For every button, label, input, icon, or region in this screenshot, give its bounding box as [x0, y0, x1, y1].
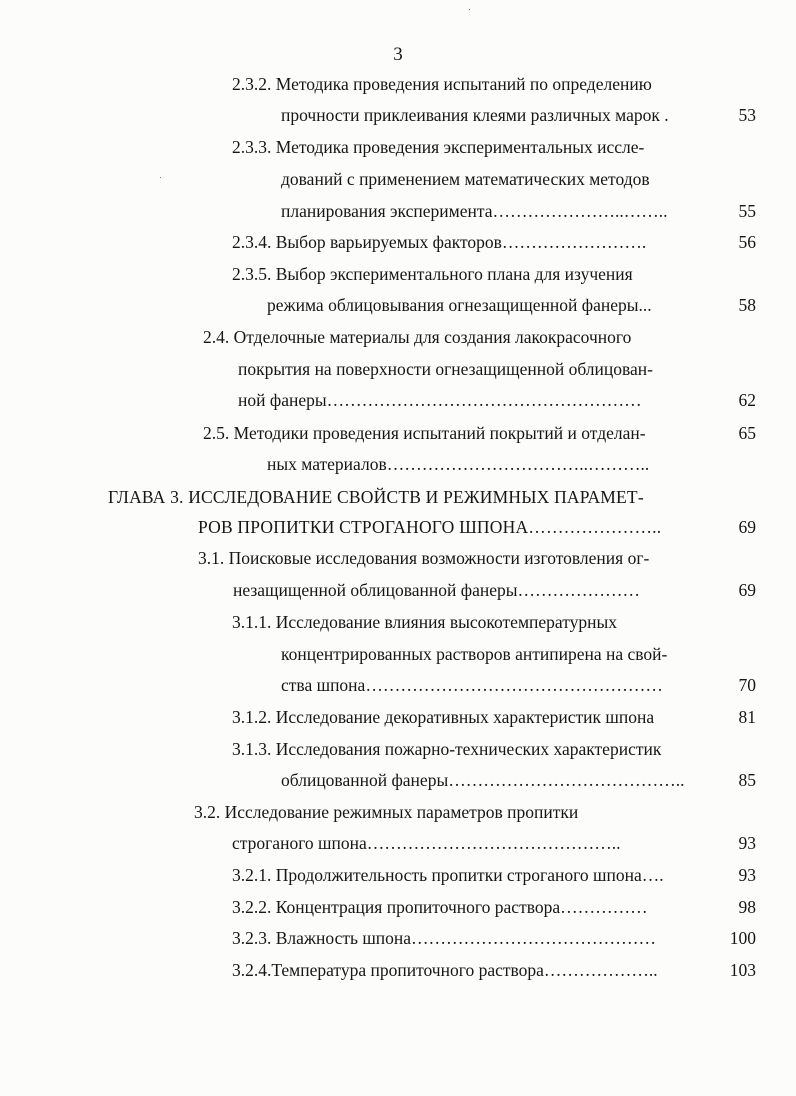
toc-page: 53 [738, 105, 756, 125]
page-number: 3 [393, 44, 403, 65]
toc-line: дований с применением математических методов [281, 169, 650, 189]
scan-speck [469, 9, 470, 10]
toc-page: 55 [738, 201, 756, 221]
toc-line: ства шпона…………………………………………… [281, 675, 663, 695]
toc-page: 65 [738, 423, 756, 443]
toc-line: 3.2.1. Продолжительность пропитки строганого шпона…. [232, 865, 664, 885]
toc-line: незащищенной облицованной фанеры………………… [233, 580, 641, 600]
toc-line: облицованной фанеры………………………………….. [281, 770, 685, 790]
toc-page: 70 [738, 675, 756, 695]
toc-line: 3.2.2. Концентрация пропиточного раствора…………… [232, 897, 648, 917]
toc-page: 69 [738, 580, 756, 600]
toc-line: 2.3.3. Методика проведения экспериментальных иссле- [232, 137, 645, 157]
toc-page: 100 [729, 928, 756, 948]
toc-page: 93 [738, 865, 756, 885]
toc-line: 3.2.3. Влажность шпона…………………………………… [232, 928, 657, 948]
toc-page: 85 [738, 770, 756, 790]
scan-speck [160, 177, 161, 178]
toc-line: 3.1.2. Исследование декоративных характеристик шпона [232, 707, 655, 727]
toc-line: 3.1. Поисковые исследования возможности изготовления ог- [198, 548, 650, 568]
toc-page: 56 [738, 232, 756, 252]
toc-page: 58 [738, 295, 756, 315]
chapter-heading: ГЛАВА 3. ИССЛЕДОВАНИЕ СВОЙСТВ И РЕЖИМНЫХ ПАРАМЕТ- [108, 487, 644, 507]
toc-page: 81 [738, 707, 756, 727]
toc-line: 2.3.4. Выбор варьируемых факторов……………………. [232, 232, 647, 252]
toc-line: 2.3.5. Выбор экспериментального плана для изучения [232, 264, 633, 284]
toc-page: 93 [738, 833, 756, 853]
toc-line: строганого шпона…………………………………….. [232, 833, 621, 853]
toc-line: 3.2. Исследование режимных параметров пропитки [194, 802, 579, 822]
toc-line: 2.4. Отделочные материалы для создания лакокрасочного [203, 327, 632, 347]
toc-line: режима облицовывания огнезащищенной фанеры... [267, 295, 652, 315]
toc-page: 69 [738, 517, 756, 537]
toc-line: 3.1.1. Исследование влияния высокотемпературных [232, 612, 617, 632]
toc-line: 3.1.3. Исследования пожарно-технических характеристик [232, 739, 662, 759]
toc-line: концентрированных растворов антипирена на свой- [281, 644, 668, 664]
toc-line: ных материалов……………………………..……….. [267, 454, 650, 474]
toc-page: 98 [738, 897, 756, 917]
toc-line: 3.2.4.Температура пропиточного раствора……………….. [232, 960, 658, 980]
toc-line: покрытия на поверхности огнезащищенной облицован- [238, 359, 654, 379]
toc-line: ной фанеры……………………………………………… [238, 390, 642, 410]
toc-line: 2.3.2. Методика проведения испытаний по определению [232, 74, 652, 94]
toc-line: планирования эксперимента…………………..…….. [281, 201, 668, 221]
chapter-heading: РОВ ПРОПИТКИ СТРОГАНОГО ШПОНА………………….. [198, 517, 662, 537]
toc-page: 62 [738, 390, 756, 410]
toc-line: 2.5. Методики проведения испытаний покрытий и отделан- [203, 423, 646, 443]
toc-line: прочности приклеивания клеями различных марок . [281, 105, 669, 125]
toc-page: 103 [729, 960, 756, 980]
